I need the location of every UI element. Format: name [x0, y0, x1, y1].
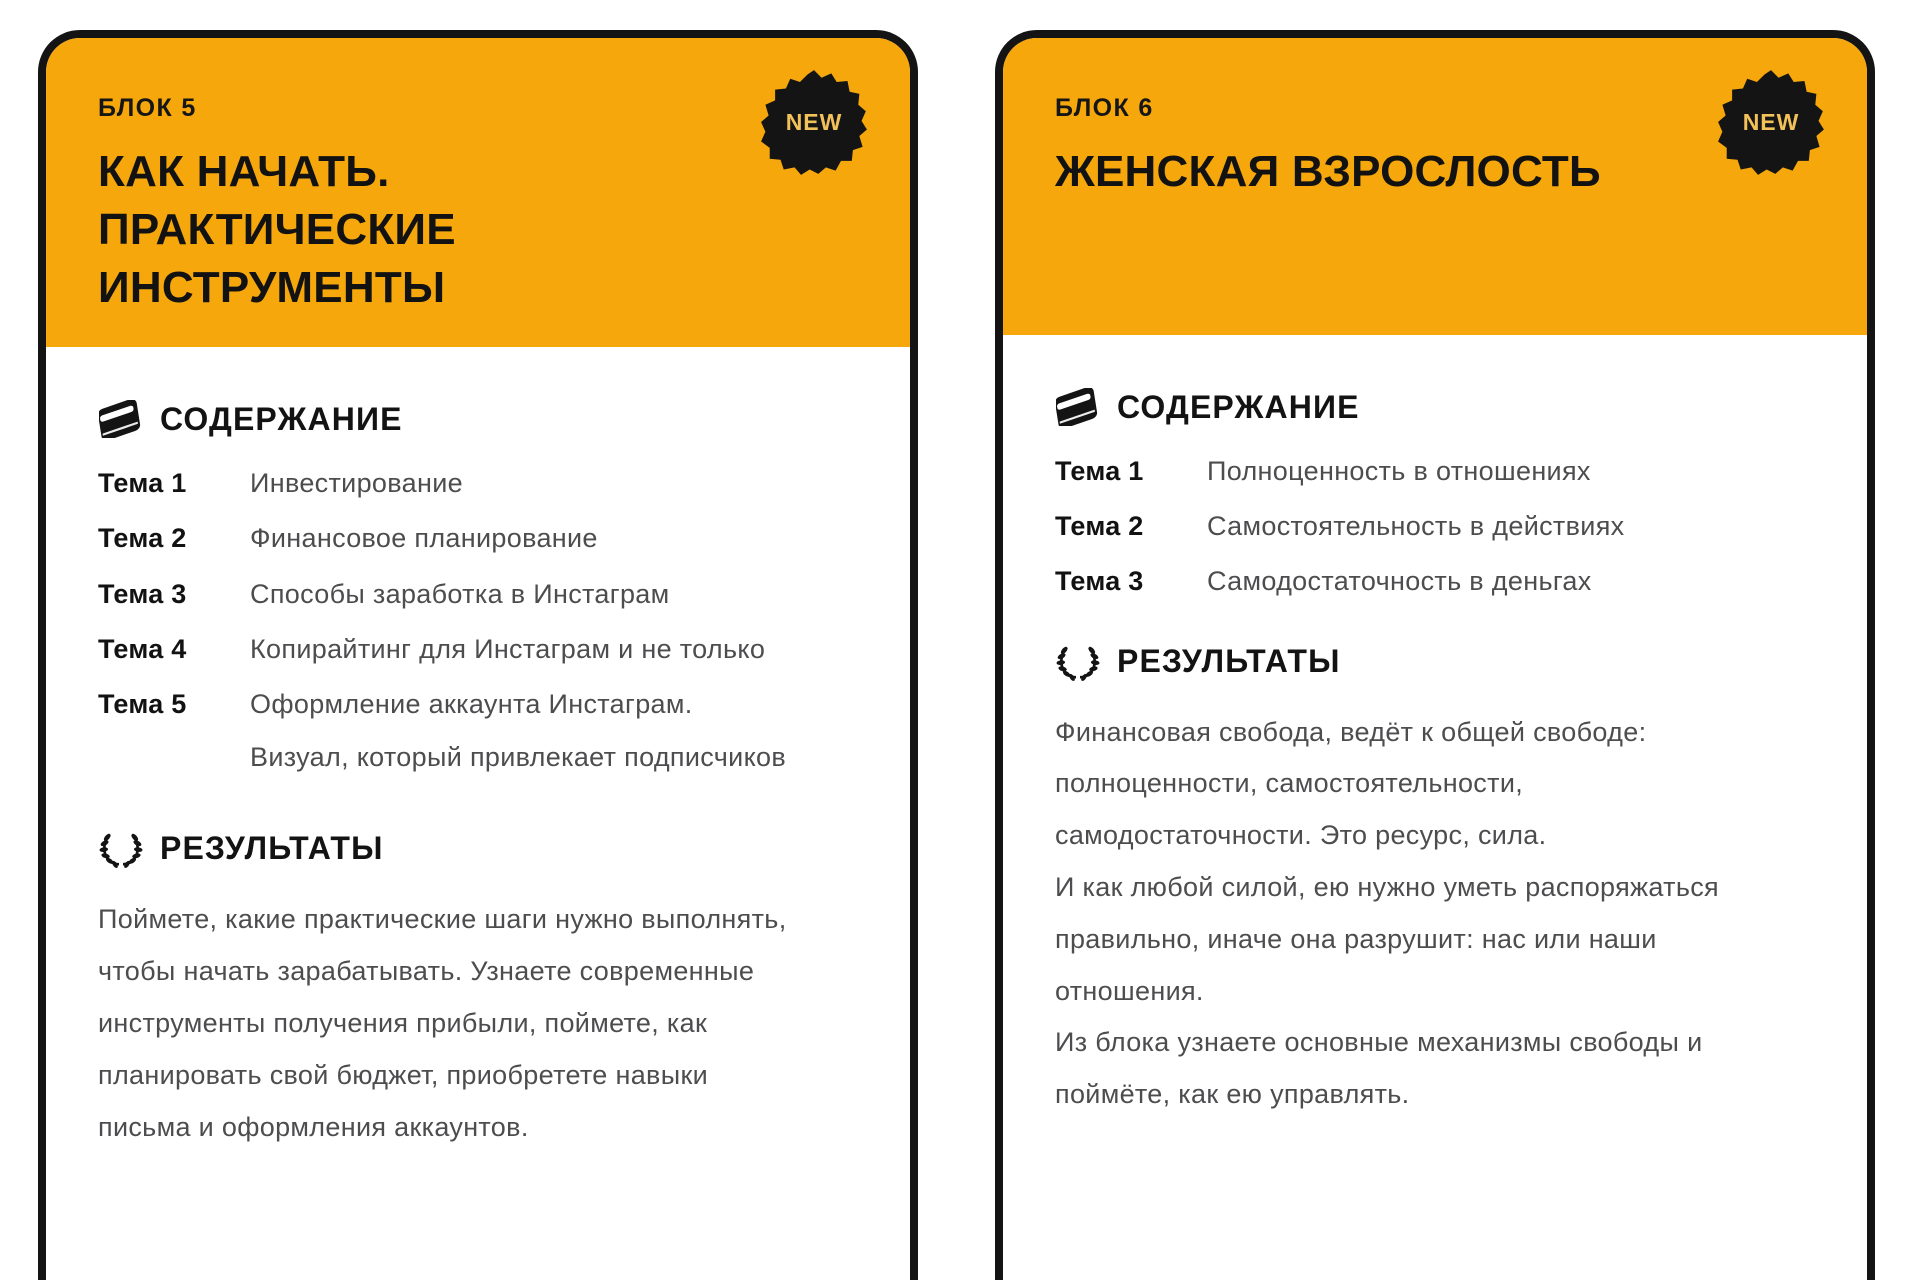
list-item [98, 520, 860, 556]
topic-value-extra: Визуал, который привлекает подписчиков [250, 742, 787, 773]
card-body [46, 347, 910, 1173]
topic-value [250, 686, 786, 775]
spacer [1055, 619, 1817, 641]
list-item [98, 465, 860, 501]
list-item [1055, 453, 1817, 489]
topic-key: Тема 4 [98, 633, 187, 664]
list-item [98, 631, 860, 667]
block-label: БЛОК 5 [98, 94, 197, 122]
results-line: планировать свой бюджет, приобретете навыки [98, 1059, 708, 1090]
topic-value: Самостоятельность в действиях [1207, 511, 1625, 542]
spacer [98, 794, 860, 828]
course-block-card-6[interactable] [995, 30, 1875, 1280]
results-line: Из блока узнаете основные механизмы свободы и [1055, 1027, 1703, 1058]
book-icon [1055, 387, 1101, 427]
card-header [46, 38, 910, 347]
page-title: КАК НАЧАТЬ. ПРАКТИЧЕСКИЕ ИНСТРУМЕНТЫ [98, 147, 456, 313]
results-section-heading [1055, 641, 1817, 681]
contents-heading-label: СОДЕРЖАНИЕ [1117, 389, 1360, 425]
laurel-wreath-icon [98, 828, 144, 868]
results-heading-label: РЕЗУЛЬТАТЫ [1117, 642, 1341, 679]
results-line: Поймете, какие практические шаги нужно выполнять, [98, 904, 787, 935]
list-item [1055, 563, 1817, 599]
results-section-heading [98, 828, 860, 868]
card-header [1003, 38, 1867, 335]
laurel-wreath-icon [1055, 641, 1101, 681]
topic-value: Полноценность в отношениях [1207, 456, 1591, 486]
new-badge-label: NEW [785, 108, 843, 135]
topic-value-main: Оформление аккаунта Инстаграм. [250, 688, 693, 719]
card-body [1003, 335, 1867, 1141]
topic-key: Тема 5 [98, 688, 187, 719]
course-block-card-5[interactable] [38, 30, 918, 1280]
results-line: правильно, иначе она разрушит: нас или наши [1055, 923, 1657, 954]
results-line: поймёте, как ею управлять. [1055, 1079, 1410, 1110]
page-title: ЖЕНСКАЯ ВЗРОСЛОСТЬ [1055, 147, 1601, 196]
topic-key: Тема 1 [1055, 456, 1144, 486]
block-label: БЛОК 6 [1055, 94, 1154, 122]
topic-value: Способы заработка в Инстаграм [250, 578, 670, 609]
new-badge-label: NEW [1742, 108, 1800, 135]
results-line: письма и оформления аккаунтов. [98, 1111, 529, 1142]
contents-section-heading [1055, 387, 1817, 427]
topic-key: Тема 1 [98, 468, 187, 499]
contents-section-heading [98, 399, 860, 439]
list-item [98, 686, 860, 775]
starburst-badge-icon [1717, 68, 1825, 176]
topic-value: Копирайтинг для Инстаграм и не только [250, 633, 766, 664]
topics-list [1055, 453, 1817, 600]
results-line: Финансовая свобода, ведёт к общей свободе: [1055, 716, 1647, 747]
topic-key: Тема 3 [1055, 566, 1144, 597]
starburst-badge-icon [760, 68, 868, 176]
results-paragraph [1055, 707, 1817, 1122]
list-item [1055, 508, 1817, 544]
results-paragraph [98, 894, 860, 1153]
topic-key: Тема 2 [1055, 511, 1144, 542]
results-line: И как любой силой, ею нужно уметь распоряжаться [1055, 872, 1720, 902]
results-line: чтобы начать зарабатывать. Узнаете современные [98, 956, 755, 987]
results-heading-label: РЕЗУЛЬТАТЫ [160, 830, 384, 867]
topic-value: Финансовое планирование [250, 523, 598, 554]
topic-key: Тема 2 [98, 523, 187, 554]
topic-key: Тема 3 [98, 578, 187, 609]
list-item [98, 576, 860, 612]
contents-heading-label: СОДЕРЖАНИЕ [160, 401, 403, 438]
results-line: полноценности, самостоятельности, [1055, 768, 1524, 799]
results-line: самодостаточности. Это ресурс, сила. [1055, 820, 1547, 851]
book-icon [98, 399, 144, 439]
results-line: отношения. [1055, 975, 1204, 1006]
topic-value: Инвестирование [250, 468, 463, 499]
topics-list [98, 465, 860, 775]
results-line: инструменты получения прибыли, поймете, как [98, 1007, 708, 1038]
topic-value: Самодостаточность в деньгах [1207, 566, 1592, 597]
